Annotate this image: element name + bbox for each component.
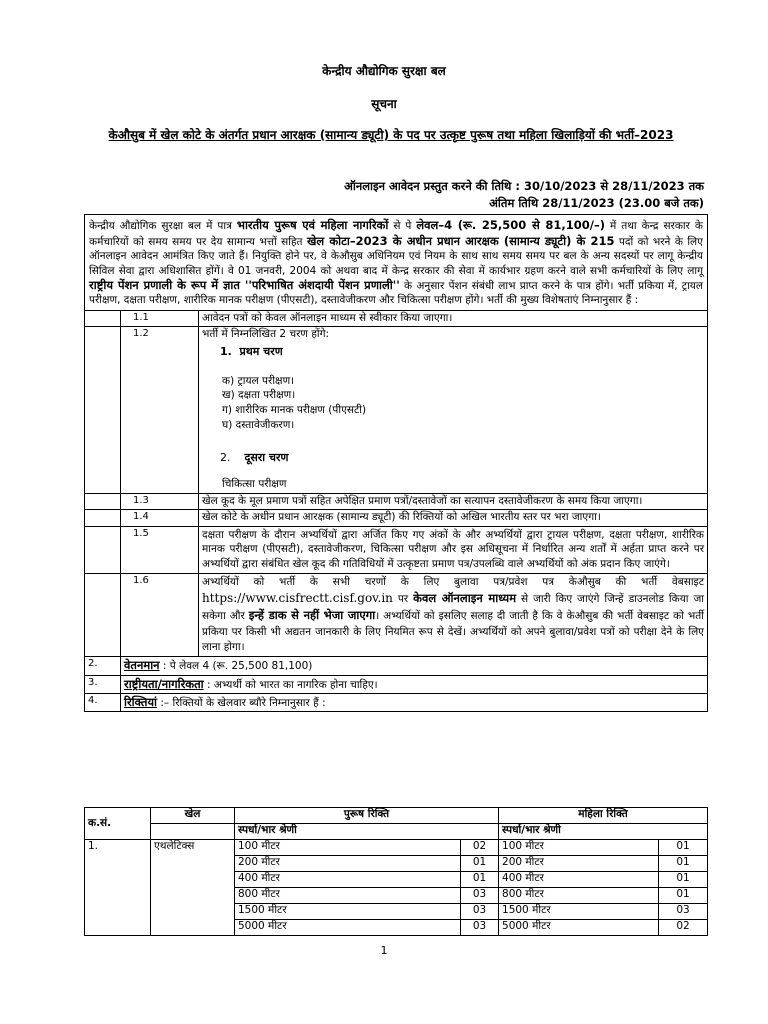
intro-text-2: से पे (388, 220, 417, 232)
section-text (121, 693, 708, 711)
female-event: 200 मीटर (499, 856, 659, 872)
notice-heading: सूचना (371, 97, 397, 111)
item-1-4 (85, 510, 708, 526)
item-text: खेल कोटे के अधीन प्रधान आरक्षक (सामान्य ड्यूटी) की रिक्तियों को अखिल भारतीय स्तर पर भरा जाएगा। (199, 510, 708, 526)
section-text (121, 675, 708, 693)
female-event: 1500 मीटर (499, 904, 659, 920)
intro-text-5: के अनुसार पेंशन संबंधी लाभ प्राप्त करने के पात्र होंगे। भर्ती प्रकिया में, ट्रायल परीक्षण, दक्षता परीक्षण, शारीरिक मानक परीक्षण (पीएसटी), दस्तावेजीकरण और चिकित्सा परीक्षण होंगे। भर्ती की मुख्य विशेषताएं निम्नानुसार हैं : (89, 279, 703, 307)
intro-row (85, 215, 708, 311)
item-1-1 (85, 310, 708, 326)
vacancy-header-row-1 (85, 808, 708, 824)
item-1-2 (85, 327, 708, 494)
section-heading: वेतनमान (124, 658, 160, 673)
section-number: 2. (85, 657, 121, 675)
section-2-pay-scale (85, 657, 708, 675)
col-female-header: महिला रिक्ति (499, 808, 708, 824)
section-heading: राष्ट्रीयता/नागरिकता (124, 676, 204, 691)
stage-2-heading (220, 451, 704, 465)
vacancy-header-row-2 (85, 824, 708, 840)
female-event: 5000 मीटर (499, 920, 659, 936)
male-count: 03 (461, 904, 499, 920)
section-3-nationality (85, 675, 708, 693)
item-text-part: पर (392, 593, 414, 606)
stage-2-label: दूसरा चरण (244, 451, 289, 465)
stage-2-number: 2. (220, 451, 231, 465)
male-count: 03 (461, 920, 499, 936)
female-event: 100 मीटर (499, 840, 659, 856)
organization-heading: केन्द्रीय औद्योगिक सुरक्षा बल (322, 64, 446, 78)
page-number: 1 (380, 944, 388, 957)
table-row (85, 840, 708, 856)
item-text (199, 573, 708, 656)
section-body: : पे लेवल 4 (रू. 25,500 81,100) (159, 660, 313, 673)
item-number: 1.3 (121, 493, 199, 509)
male-count: 03 (461, 888, 499, 904)
intro-text-3: में तथा केन्द्र सरकार के कर्मचारियों को समय समय पर देय सामान्य भत्तों सहित (89, 220, 703, 248)
section-4-vacancies (85, 693, 708, 711)
female-count: 01 (659, 856, 708, 872)
col-sport-header: खेल (151, 808, 235, 824)
male-event: 100 मीटर (235, 840, 461, 856)
male-event: 400 मीटर (235, 872, 461, 888)
item-number: 1.5 (121, 526, 199, 573)
list-item: ख) दक्षता परीक्षण। (222, 389, 296, 402)
recruitment-website-link[interactable]: https://www.cisfrectt.cisf.gov.in (202, 591, 393, 606)
female-count: 01 (659, 888, 708, 904)
item-number: 1.1 (121, 310, 199, 326)
recruitment-title: केऔसुब में खेल कोटे के अंतर्गत प्रधान आरक्षक (सामान्य ड्यूटी) के पद पर उत्कृष्ट पुरूष तथा महिला खिलाड़ियों की भर्ती–2023 (108, 128, 674, 142)
stage-1-number: 1. (220, 344, 232, 358)
section-body: :– रिक्तियों के खेलवार ब्यौरे निम्नानुसार हैं : (157, 696, 326, 709)
item-text-part: से जारी किए जाएंगे जिन्हें डाउनलोड किया जा सकेगा और (202, 593, 704, 623)
item-text: आवेदन पत्रों को केवल ऑनलाइन माध्यम से स्वीकार किया जाएगा। (199, 310, 708, 326)
intro-bold-4: राष्ट्रीय पेंशन प्रणाली के रूप में ज्ञात ''परिभाषित अंशदायी पेंशन प्रणाली'' (89, 277, 400, 292)
item-text-part: अभ्यर्थियों को भर्ती के सभी चरणों के लिए बुलावा पत्र/प्रवेश पत्र केऔसुब की भर्ती वेबसाइट (202, 575, 704, 588)
intro-paragraph (85, 215, 708, 311)
item-1-6 (85, 573, 708, 656)
list-item: क) ट्रायल परीक्षण। (222, 374, 295, 387)
female-count: 03 (659, 904, 708, 920)
intro-bold-3: खेल कोटा–2023 के अधीन प्रधान आरक्षक (सामान्य ड्यूटी) के 215 (307, 233, 615, 248)
application-date-range: ऑनलाइन आवेदन प्रस्तुत करने की तिथि : 30/10/2023 से 28/11/2023 तक (344, 179, 704, 193)
item-text: खेल कूद के मूल प्रमाण पत्रों सहित अपेक्षित प्रमाण पत्रों/दस्तावेजों का सत्यापन दस्तावेजीकरण के समय किया जाएगा। (199, 493, 708, 509)
item-1-5 (85, 526, 708, 573)
sport-name: एथलेटिक्स (151, 840, 235, 936)
section-body: : अभ्यर्थी को भारत का नागरिक होना चाहिए। (203, 678, 378, 691)
male-event: 5000 मीटर (235, 920, 461, 936)
notice-details-table (84, 214, 708, 712)
col-female-event-header: स्पर्धा/भार श्रेणी (499, 824, 708, 840)
col-serial-header: क.सं. (85, 808, 151, 840)
list-item: ग) शारीरिक मानक परीक्षण (पीएसटी) (222, 404, 367, 416)
female-event: 400 मीटर (499, 872, 659, 888)
stage-2-step: चिकित्सा परीक्षण (222, 478, 287, 491)
male-count: 01 (461, 856, 499, 872)
intro-text-1: केन्द्रीय औद्योगिक सुरक्षा बल में पात्र (89, 220, 237, 232)
intro-text-4: पदों को भरने के लिए ऑनलाइन आवेदन आमंत्रित किए जाते हैं। नियुक्ति होने पर, वे केऔसुब अधिनियम एवं नियम के साथ साथ समय समय पर बल के अन्य सदस्यों पर लागू केन्द्रीय सिविल सेवा द्वारा अधिशासित होंगें। वे 01 जनवरी, 2004 को अथवा बाद में केन्द्र सरकार की सेवा में कार्यभार ग्रहण करने वाले सभी कर्मचारियों के लिए लागू (89, 235, 703, 277)
col-male-event-header: स्पर्धा/भार श्रेणी (235, 824, 499, 840)
vacancy-table (84, 807, 708, 936)
application-dates (184, 178, 704, 211)
stage-1-steps (222, 374, 704, 433)
female-count: 02 (659, 920, 708, 936)
item-number: 1.6 (121, 573, 199, 656)
item-number: 1.4 (121, 510, 199, 526)
item-text-part: । अभ्यर्थियों को इसलिए सलाह दी जाती है कि वे केऔसुब की भर्ती वेबसाइट को भर्ती प्रकिया पर किसी भी अद्यतन जानकारी के लिए नियमित रूप से देखें। अभ्यर्थियों को अपने बुलावा/प्रवेश पत्रों को परीक्षा देने के लिए लाना होगा। (202, 610, 704, 653)
section-number: 3. (85, 675, 121, 693)
col-male-header: पुरूष रिक्ति (235, 808, 499, 824)
intro-bold-1: भारतीय पुरूष एवं महिला नागरिकों (236, 218, 389, 232)
section-number: 4. (85, 693, 121, 711)
stage-1-heading (220, 345, 704, 359)
stages-cell (199, 327, 708, 494)
male-event: 800 मीटर (235, 888, 461, 904)
male-event: 1500 मीटर (235, 904, 461, 920)
serial-number: 1. (85, 840, 151, 936)
online-only-emphasis: केवल ऑनलाइन माध्यम (413, 591, 517, 606)
section-text (121, 657, 708, 675)
male-count: 01 (461, 872, 499, 888)
item-1-3 (85, 493, 708, 509)
section-heading: रिक्तियां (124, 694, 158, 709)
female-event: 800 मीटर (499, 888, 659, 904)
male-event: 200 मीटर (235, 856, 461, 872)
item-text: भर्ती में निम्नलिखित 2 चरण होंगे: (202, 328, 330, 341)
male-count: 02 (461, 840, 499, 856)
stage-1-label: प्रथम चरण (239, 344, 283, 358)
item-text: दक्षता परीक्षण के दौरान अभ्यर्थियों द्वारा अर्जित किए गए अंकों के और अभ्यर्थियों द्वारा ट्रायल परीक्षण, दक्षता परीक्षण, शारीरिक मानक परीक्षण (पीएसटी), दस्तावेजीकरण, चिकित्सा परीक्षण और इस अधिसूचना में निर्धारित अन्य शर्तों में अर्हता प्राप्त करने पर अभ्यर्थियों द्वारा संबंधित खेल कूद की गतिविधियों में उत्कृष्टता प्रमाण पत्र/उपलब्धि वाले अभ्यर्थियों को अंक प्रदान किए जाएंगे। (199, 526, 708, 573)
list-item: घ) दस्तावेजीकरण। (222, 418, 295, 431)
intro-bold-2: लेवल–4 (रू. 25,500 से 81,100/–) (416, 218, 605, 232)
item-number: 1.2 (121, 327, 199, 494)
no-post-emphasis: इन्हें डाक से नहीं भेजा जाएगा (248, 608, 376, 623)
female-count: 01 (659, 840, 708, 856)
last-date: अंतिम तिथि 28/11/2023 (23.00 बजे तक) (489, 195, 704, 210)
female-count: 01 (659, 872, 708, 888)
